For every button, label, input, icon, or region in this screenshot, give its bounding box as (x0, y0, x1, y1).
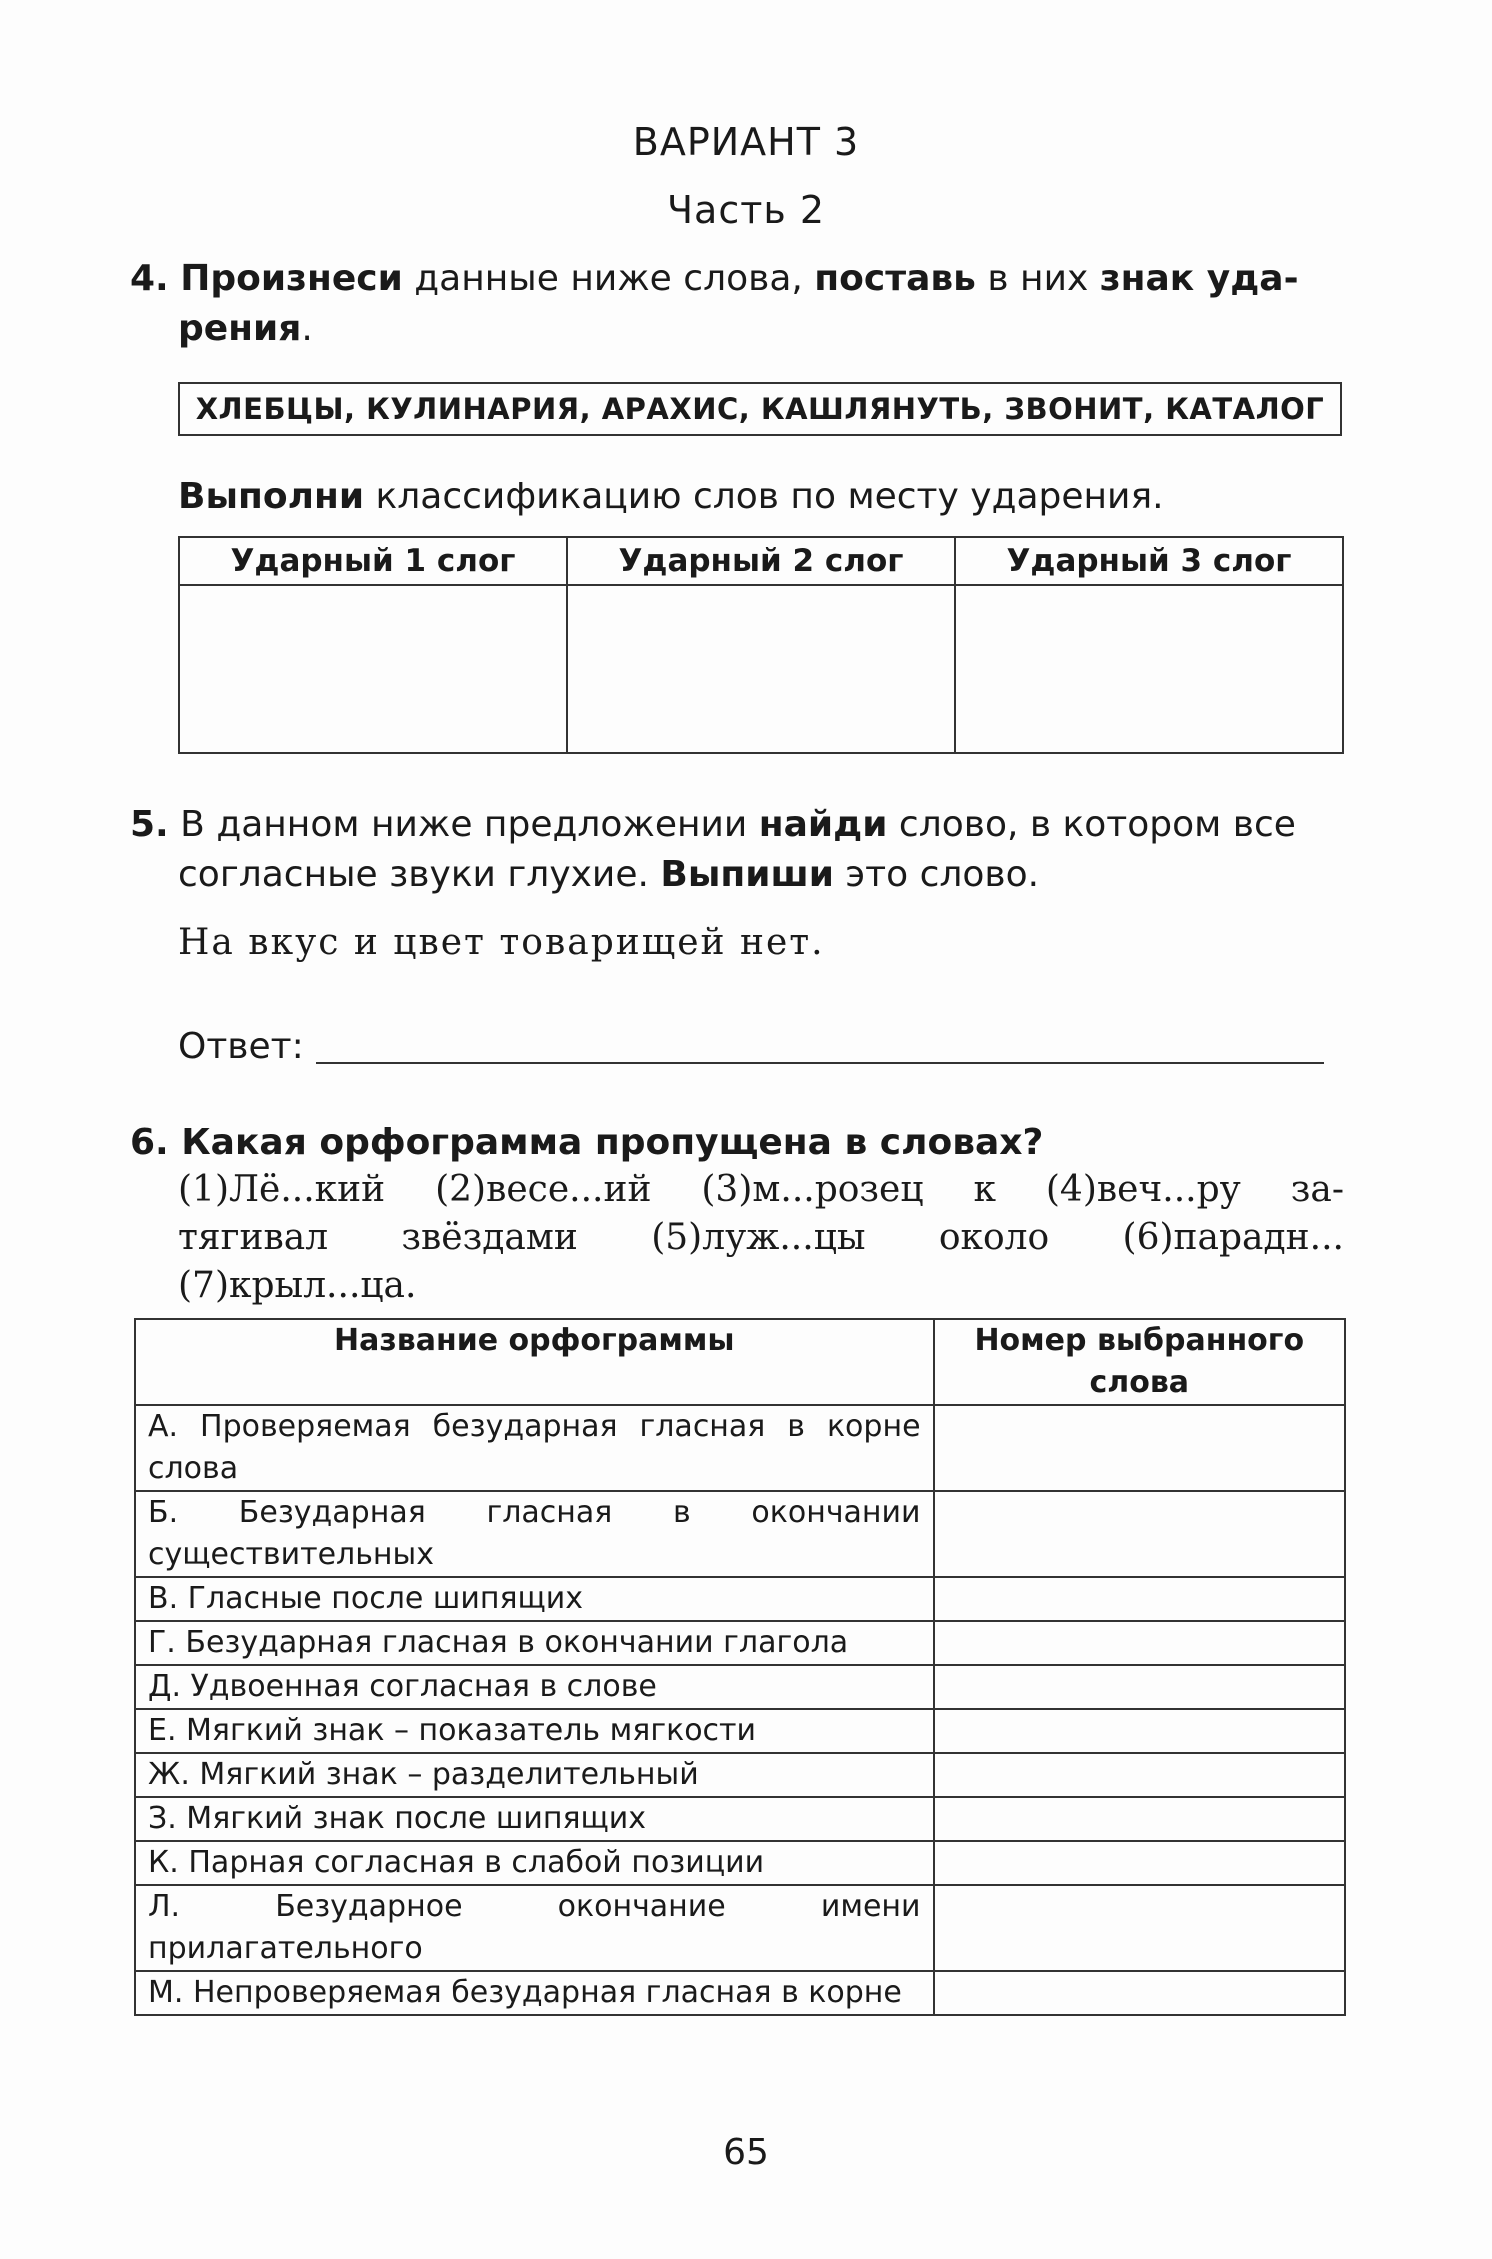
task4-number: 4. (130, 258, 169, 299)
task5-text-4: это слово. (833, 854, 1040, 895)
task4-text-1: данные ниже слова, (402, 258, 815, 299)
orth-row-k: К. Парная согласная в слабой позиции (135, 1841, 934, 1885)
task6-question: 6. Какая орфограмма пропущена в словах? (130, 1122, 1044, 1163)
task5-text-1: В данном ниже предложении (168, 804, 759, 845)
task5-line2 (178, 850, 1039, 900)
task6-words-line1: (1)Лё...кий (2)весе...ий (3)м...розец к (4)веч...ру за- (178, 1169, 1344, 1210)
orth-cell-b[interactable] (934, 1491, 1345, 1577)
task5-text-2: слово, в котором все (887, 804, 1296, 845)
orth-row-z: З. Мягкий знак после шипящих (135, 1797, 934, 1841)
orth-cell-l[interactable] (934, 1885, 1345, 1971)
orth-cell-z[interactable] (934, 1797, 1345, 1841)
task4-text (130, 254, 1344, 304)
task5-bold-1: найди (758, 804, 888, 845)
variant-title: ВАРИАНТ 3 (632, 120, 860, 164)
stress-cell-2[interactable] (567, 585, 955, 753)
orth-row-d: Д. Удвоенная согласная в слове (135, 1665, 934, 1709)
task4-bold-4: рения (178, 308, 302, 349)
stress-col-3: Ударный 3 слог (955, 537, 1343, 585)
orth-cell-k[interactable] (934, 1841, 1345, 1885)
orth-cell-v[interactable] (934, 1577, 1345, 1621)
orth-cell-e[interactable] (934, 1709, 1345, 1753)
task5-sentence: На вкус и цвет товарищей нет. (178, 922, 825, 963)
task4-text-3: . (301, 308, 313, 349)
task5-number: 5. (130, 804, 169, 845)
orth-cell-a[interactable] (934, 1405, 1345, 1491)
orth-cell-g[interactable] (934, 1621, 1345, 1665)
orth-row-g: Г. Безударная гласная в окончании глагола (135, 1621, 934, 1665)
stress-table (178, 536, 1344, 754)
part-title: Часть 2 (666, 188, 826, 232)
orth-row-b: Б. Безударная гласная в окончании существительных (135, 1491, 934, 1577)
task4-bold-2: поставь (814, 258, 976, 299)
orth-row-a: А. Проверяемая безударная гласная в корне слова (135, 1405, 934, 1491)
orth-cell-zh[interactable] (934, 1753, 1345, 1797)
stress-cell-1[interactable] (179, 585, 567, 753)
orth-row-v: В. Гласные после шипящих (135, 1577, 934, 1621)
col-header-number: Номер выбранного слова (934, 1319, 1345, 1405)
instruction-rest: классификацию слов по месту ударения. (364, 476, 1164, 517)
task5-bold-2: Выпиши (660, 854, 834, 895)
words-box: ХЛЕБЦЫ, КУЛИНАРИЯ, АРАХИС, КАШЛЯНУТЬ, ЗВОНИТ, КАТАЛОГ (178, 382, 1342, 436)
orth-row-e: Е. Мягкий знак – показатель мягкости (135, 1709, 934, 1753)
task5-line1 (130, 800, 1344, 850)
orthogram-table (134, 1318, 1346, 2016)
orth-cell-m[interactable] (934, 1971, 1345, 2015)
task6-words-line3: (7)крыл...ца. (178, 1265, 417, 1306)
answer-label: Ответ: (178, 1026, 304, 1067)
stress-col-1: Ударный 1 слог (179, 537, 567, 585)
task4-bold-1: Произнеси (180, 258, 403, 299)
task5-text-3: согласные звуки глухие. (178, 854, 661, 895)
col-header-name: Название орфограммы (135, 1319, 934, 1405)
task4-instruction (178, 472, 1164, 522)
task4-text-2: в них (975, 258, 1100, 299)
answer-line[interactable] (316, 1062, 1324, 1064)
orth-row-m: М. Непроверяемая безударная гласная в корне (135, 1971, 934, 2015)
task4-bold-3: знак уда- (1099, 258, 1299, 299)
task4-text-cont (178, 304, 313, 354)
orth-cell-d[interactable] (934, 1665, 1345, 1709)
instruction-bold: Выполни (178, 476, 365, 517)
stress-col-2: Ударный 2 слог (567, 537, 955, 585)
orth-row-l: Л. Безударное окончание имени прилагательного (135, 1885, 934, 1971)
page-number: 65 (723, 2132, 769, 2173)
task6-words-line2: тягивал звёздами (5)луж...цы около (6)парадн... (178, 1217, 1344, 1258)
orth-row-zh: Ж. Мягкий знак – разделительный (135, 1753, 934, 1797)
stress-cell-3[interactable] (955, 585, 1343, 753)
